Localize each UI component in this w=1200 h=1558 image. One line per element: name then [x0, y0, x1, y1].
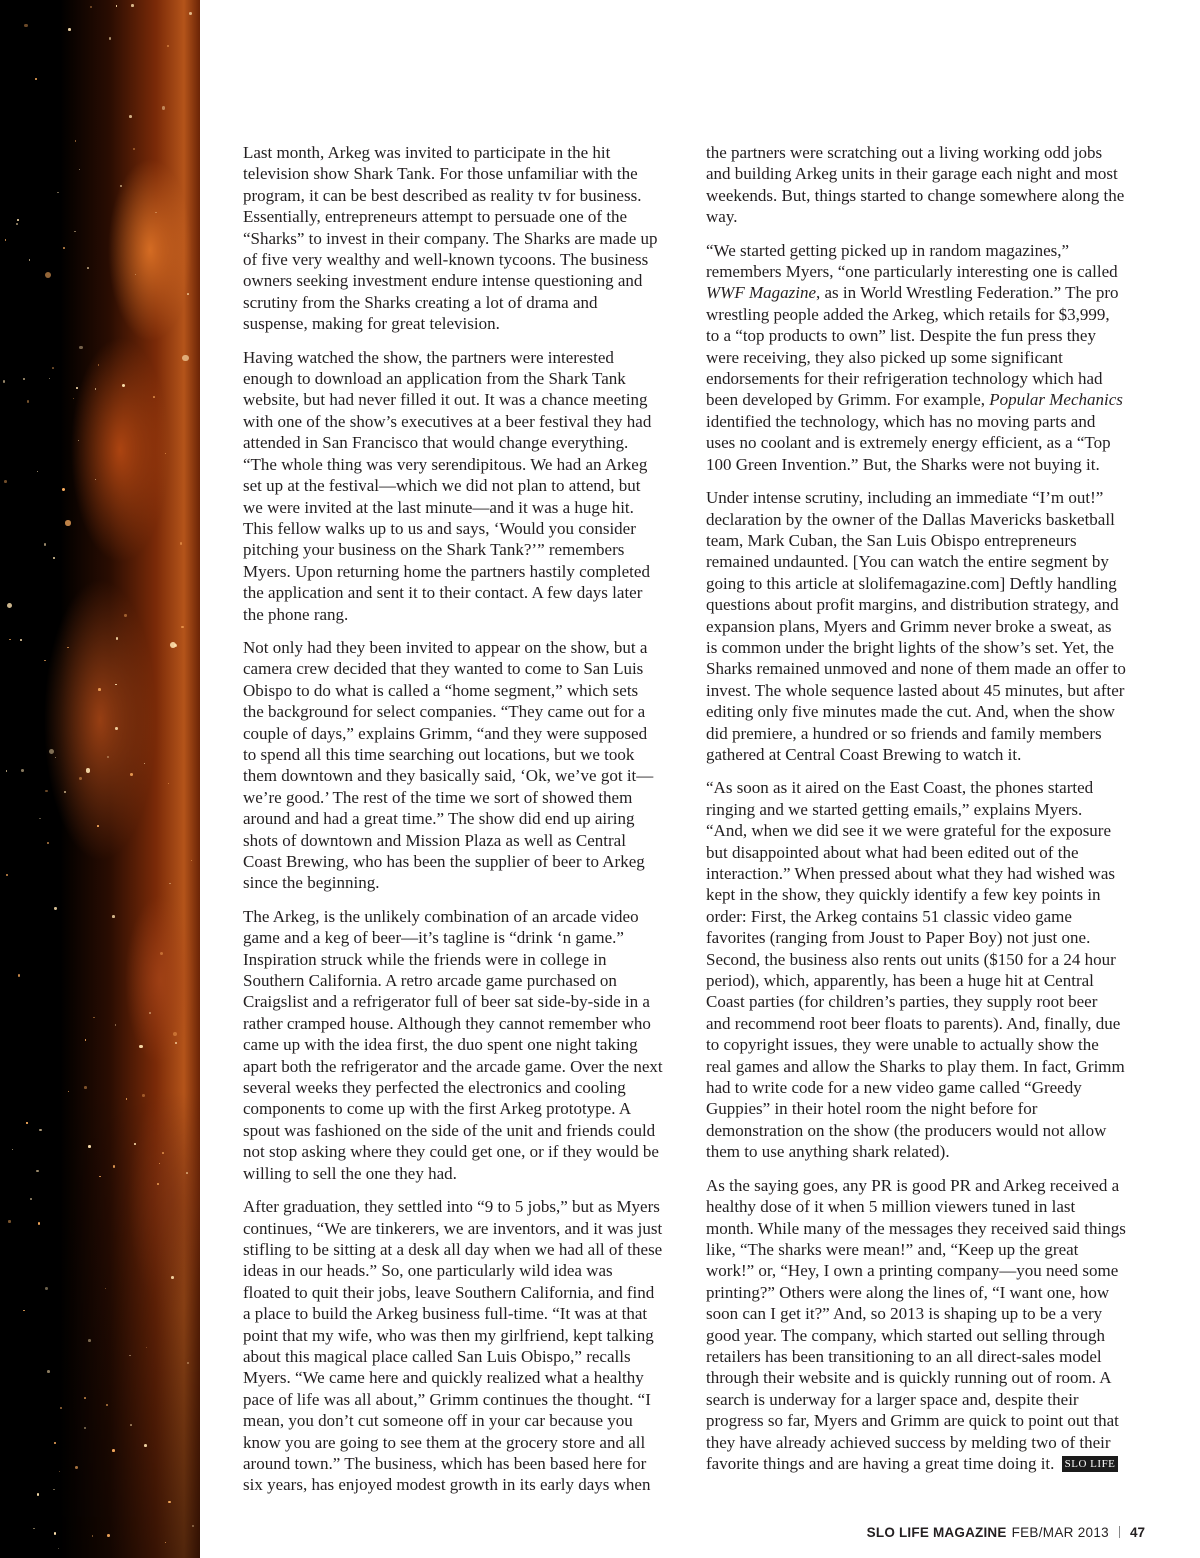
- magazine-title: Popular Mechanics: [989, 390, 1123, 410]
- right-column: [706, 142, 1126, 1486]
- paragraph-text: As the saying goes, any PR is good PR and Arkeg received a healthy dose of it when 5 million viewers tuned in last month. While many of the messages they received said things like, “The sharks were mean!” and, “Keep up the great work!” or, “Hey, I own a printing company—you need some printing?” Others were along the lines of, “I want one, how soon can I get it?” And, so 2013 is shaping up to be a very good year. The company, which started out selling through retailers has been transitioning to an all direct-sales model through their website and is quickly running out of room. A search is underway for a larger space and, despite their progress so far, Myers and Grimm are quick to point out that they have already achieved success by melding two of their favorite things and are having a great time doing it.: [706, 1175, 1126, 1473]
- issue-date: FEB/MAR 2013: [1011, 1525, 1109, 1540]
- paragraph: the partners were scratching out a living working odd jobs and building Arkeg units in their garage each night and most weekends. But, things started to change somewhere along the way.: [706, 143, 1125, 227]
- paragraph: Not only had they been invited to appear on the show, but a camera crew decided that they wanted to come to San Luis Obispo to do what is called a “home segment,” which sets the background for select companies. “They came out for a couple of days,” explains Grimm, “and they were supposed to spend all this time searching out locations, but we took them downtown and they basically said, ‘Ok, we’ve got it—we’re good.’ The rest of the time we sort of showed them around and had a great time.” The show did end up airing shots of downtown and Mission Plaza as well as Central Coast Brewing, who has been the supplier of beer to Arkeg since the beginning.: [243, 637, 654, 893]
- footer-divider: [1119, 1526, 1120, 1538]
- page-footer: [867, 1525, 1145, 1540]
- paragraph: After graduation, they settled into “9 to 5 jobs,” but as Myers continues, “We are tinkerers, we are inventors, and it was just stifling to be sitting at a desk all day when we had all of these ideas in our heads.” So, one particularly wild idea was floated to quit their jobs, leave Southern California, and find a place to build the Arkeg business full-time. “It was at that point that my wife, who was then my girlfriend, kept talking about this magical place called San Luis Obispo,” recalls Myers. “We came here and quickly realized what a healthy pace of life was all about,” Grimm continues the thought. “I mean, you don’t cut someone off in your car because you know you are going to see them at the grocery store and all around town.” The business, which has been based here for six years, has enjoyed modest growth in its early days when: [243, 1197, 663, 1495]
- magazine-name: SLO LIFE MAGAZINE: [866, 1525, 1007, 1540]
- nebula-photo: [0, 0, 200, 1558]
- paragraph-text: identified the technology, which has no moving parts and uses no coolant and is extremely energy efficient, as a “Top 100 Green Invention.” But, the Sharks were not buying it.: [706, 411, 1111, 474]
- paragraph: “As soon as it aired on the East Coast, the phones started ringing and we started getting emails,” explains Myers. “And, when we did see it we were grateful for the exposure but disappointed about what had been edited out of the interaction.” When pressed about what they had wished was kept in the show, they quickly identify a few key points in order: First, the Arkeg contains 51 classic video game favorites (ranging from Joust to Paper Boy) not just one. Second, the business also rents out units ($150 for a 24 hour period), which, apparently, has been a huge hit at Central Coast parties (for children’s parties, they supply root beer and recommend root beer floats to parents). And, finally, due to copyright issues, they were unable to actually show the real games and allow the Sharks to play them. In fact, Grimm had to write code for a new video game called “Greedy Guppies” in their hotel room the night before for demonstration on the show (the producers would not allow them to use anything shark related).: [706, 778, 1125, 1162]
- paragraph: [706, 240, 1126, 475]
- magazine-title: WWF Magazine: [706, 283, 817, 303]
- paragraph-text: , as in World Wrestling Federation.” The pro wrestling people added the Arkeg, which retails for $3,999, to a “top products to own” list. Despite the fun press they were receiving, they also picked up some significant endorsements for their refrigeration technology which had been developed by Grimm. For example,: [706, 283, 1119, 410]
- end-mark-logo: SLO LIFE: [1062, 1456, 1119, 1472]
- paragraph: Having watched the show, the partners were interested enough to download an application from the Shark Tank website, but had never filled it out. It was a chance meeting with one of the show’s executives at a beer festival they had attended in San Francisco that would change everything. “The whole thing was very serendipitous. We had an Arkeg set up at the festival—which we did not plan to attend, but we were invited at the last minute—and it was a huge hit. This fellow walks up to us and says, ‘Would you consider pitching your business on the Shark Tank?’” remembers Myers. Upon returning home the partners hastily completed the application and sent it to their contact. A few days later the phone rang.: [243, 347, 652, 624]
- paragraph: Under intense scrutiny, including an immediate “I’m out!” declaration by the owner of the Dallas Mavericks basketball team, Mark Cuban, the San Luis Obispo entrepreneurs remained undaunted. [You can watch the entire segment by going to this article at slolifemagazine.com] Deftly handling questions about profit margins, and distribution strategy, and expansion plans, Myers and Grimm never broke a sweat, as is common under the bright lights of the show’s set. Yet, the Sharks remained unmoved and none of them made an offer to invest. The whole sequence lasted about 45 minutes, but after editing only five minutes made the cut. And, when the show did premiere, a hundred or so friends and family members gathered at Central Coast Brewing to watch it.: [706, 488, 1126, 764]
- paragraph-text: “We started getting picked up in random magazines,” remembers Myers, “one particularly interesting one is called: [706, 240, 1118, 282]
- paragraph: Last month, Arkeg was invited to participate in the hit television show Shark Tank. For those unfamiliar with the program, it can be best described as reality tv for business. Essentially, entrepreneurs attempt to persuade one of the “Sharks” to invest in their company. The Sharks are made up of five very wealthy and well-known tycoons. The business owners seeking investment endure intense questioning and scrutiny from the Sharks creating a lot of drama and suspense, making for great television.: [243, 143, 658, 334]
- paragraph: [706, 1175, 1126, 1475]
- page-number: 47: [1129, 1525, 1145, 1540]
- paragraph: The Arkeg, is the unlikely combination of an arcade video game and a keg of beer—it’s tagline is “drink ‘n game.” Inspiration struck while the friends were in college in Southern California. A retro arcade game purchased on Craigslist and a refrigerator full of beer sat side-by-side in a rather cramped house. Although they cannot remember who came up with the idea first, the duo spent one night taking apart both the refrigerator and the arcade game. Over the next several weeks they perfected the electronics and cooling components to come up with the first Arkeg prototype. A spout was fashioned on the side of the unit and friends could not stop asking where they could get one, or if they would be willing to sell the one they had.: [243, 906, 663, 1183]
- left-column: [243, 142, 663, 1508]
